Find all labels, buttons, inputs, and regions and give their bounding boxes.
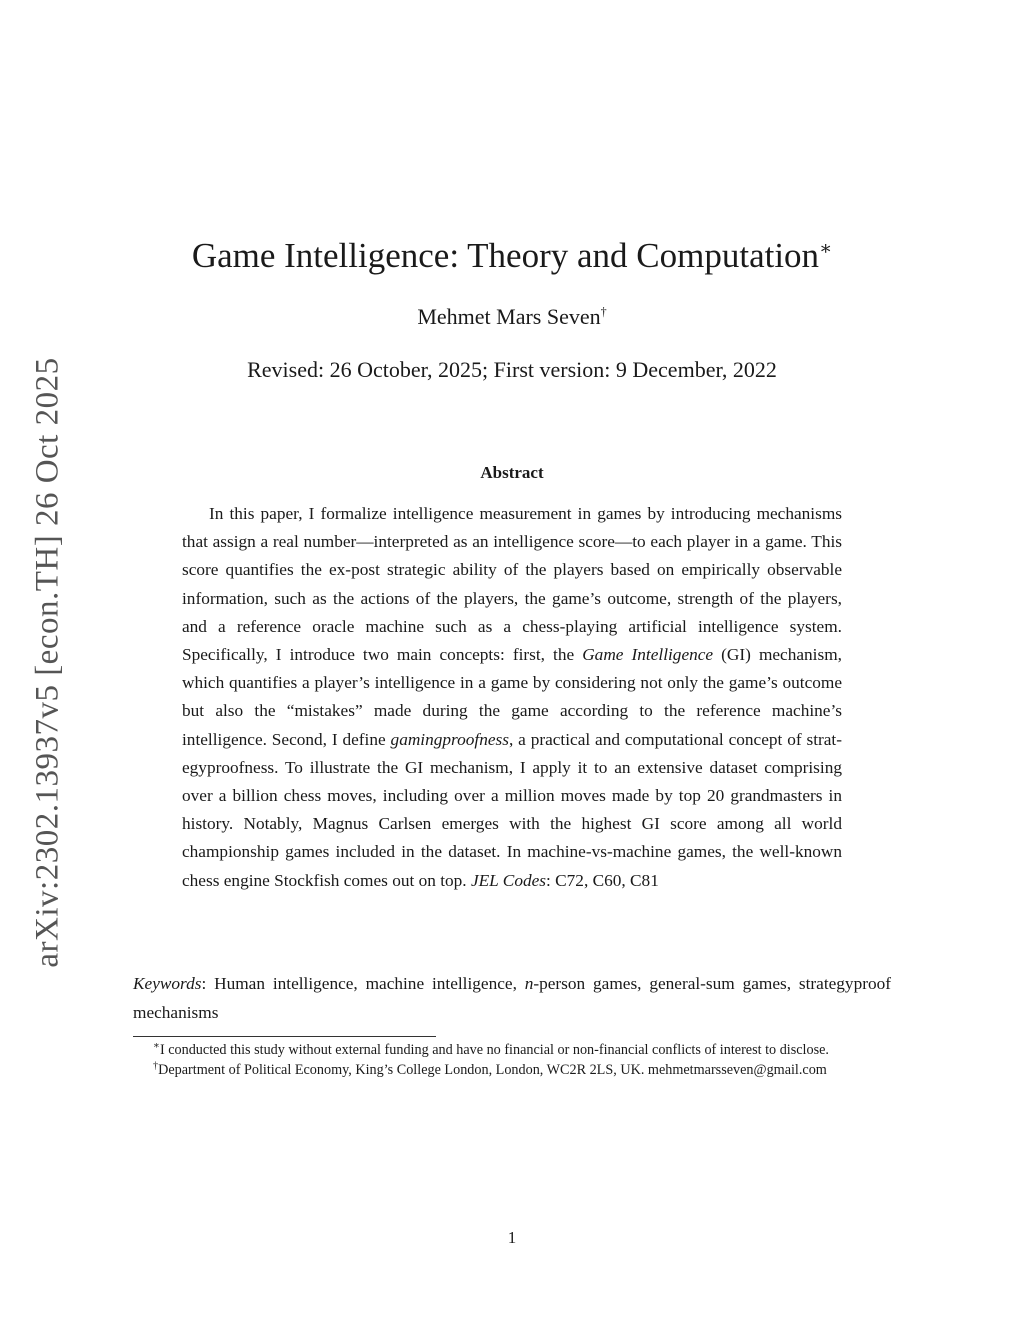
keywords [133,970,891,1027]
arxiv-identifier: arXiv:2302.13937v5 [econ.TH] 26 Oct 2025 [29,357,66,968]
abstract-heading: Abstract [480,463,544,482]
footnote-mark-dagger: † [153,1059,159,1071]
abstract-term-gamingproofness: gamingproofness [390,729,509,749]
page-number: 1 [507,1228,517,1247]
abstract-term-game-intelligence: Game Intelligence [582,645,714,665]
keywords-text-2: -person games, general-sum games, strategyproof mechanisms [133,974,891,1022]
abstract-text-3: , a practical and computational concept of strategyproofness. To illustrate the GI mechanism, I apply it to an extensive dataset comprising over a billion chess moves, including over a million moves made by top 20 grandmasters in history. Notably, Magnus Carlsen emerges with the highest GI score among all world championship games included in the dataset. In machine-vs-machine games, the well-known chess engine Stockfish comes out on top. [182,729,842,890]
abstract-body [182,500,842,895]
arxiv-sidebar-stamp [24,355,72,970]
keywords-label: Keywords [133,974,202,993]
footnote-funding [133,1041,891,1061]
abstract-jel-label: JEL Codes [470,870,547,890]
footnote-mark-asterisk: ∗ [153,1040,160,1052]
abstract-paragraph [182,500,842,895]
keywords-text-1: : Human intelligence, machine intelligence, [201,974,525,993]
author-footnote-mark: † [600,304,607,319]
abstract-text-2: (GI) mechanism, which quantifies a player’s intelligence in a game by considering not only the game’s outcome but also the “mistakes” made during the game according to the reference machine’s intelligence. Second, I define [182,645,842,749]
footnote-affiliation [133,1061,891,1081]
paper-title [0,234,1024,278]
title-text: Game Intelligence: Theory and Computation [191,236,820,276]
abstract-jel-codes: : C72, C60, C81 [546,870,659,890]
keywords-n-variable: n [524,974,534,993]
abstract-text-1: In this paper, I formalize intelligence measurement in games by introducing mechanisms that assign a real number—interpreted as an intelligence score—to each player in a game. This score quantifies the ex-post strategic ability of the players based on empirically observable information, such as the actions of the players, the game’s outcome, strength of the players, and a reference oracle machine such as a chess-playing artificial intelligence system. Specifically, I introduce two main concepts: first, the [182,504,842,665]
author-name: Mehmet Mars Seven [417,304,601,329]
footnote-funding-text: I conducted this study without external funding and have no financial or non-financial conflicts of interest to disclose. [159,1042,829,1058]
footnote-affiliation-text: Department of Political Economy, King’s College London, London, WC2R 2LS, UK. mehmetmarsseven@gmail.com [158,1061,827,1078]
footnotes [133,1041,891,1080]
revision-dates: Revised: 26 October, 2025; First version: 9 December, 2022 [247,357,777,382]
title-footnote-mark: ∗ [819,238,833,260]
footnote-divider [133,1036,436,1037]
author-line [0,302,1024,332]
